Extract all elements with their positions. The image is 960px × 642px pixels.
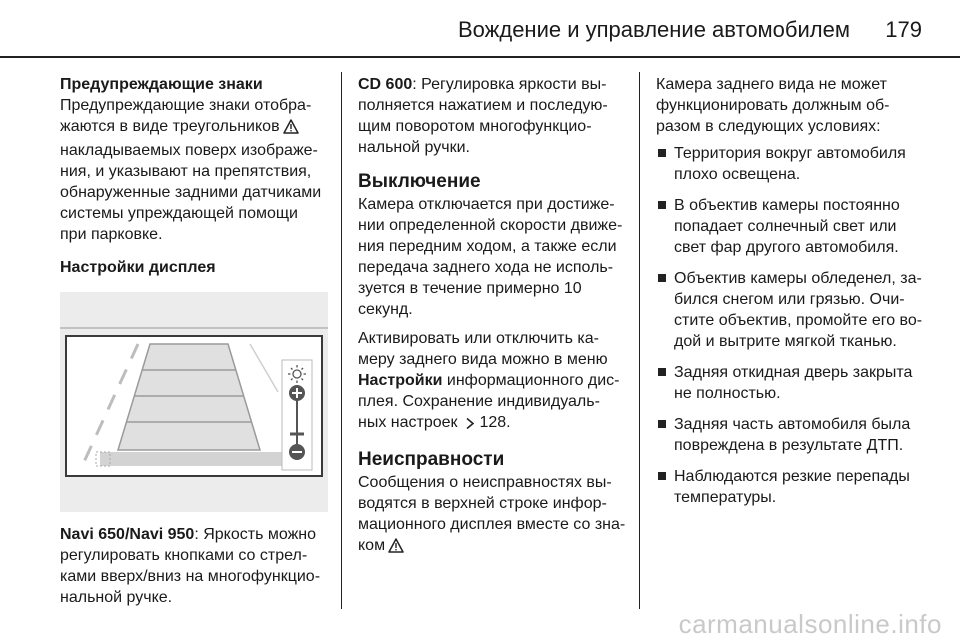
page-header-title: Вождение и управление автомобилем xyxy=(457,17,850,42)
paragraph-text: : Регулировка яркости вы-полняется нажатием и последую-щим поворотом многофункцио-нальной ручки. xyxy=(358,76,608,156)
cd-model-label: CD 600 xyxy=(358,76,413,93)
list-item-text: В объектив камеры постоянно попадает солнечный свет или свет фар другого автомобиля. xyxy=(674,197,900,256)
paragraph-faults xyxy=(358,472,626,559)
column-middle xyxy=(358,74,626,559)
list-item-text: Задняя откидная дверь закрыта не полностью. xyxy=(674,364,913,402)
paragraph-navi-brightness xyxy=(60,524,328,608)
list-item xyxy=(656,195,928,258)
paragraph-text: Предупреждающие знаки отобра-жаются в виде треугольников xyxy=(60,97,312,135)
settings-menu-label: Настройки xyxy=(358,372,443,389)
page-header xyxy=(0,0,960,70)
reference-arrow-icon xyxy=(465,415,475,436)
list-item-text: Объектив камеры обледенел, за-бился снегом или грязью. Очи-стите объектив, промойте его во-дой и вытрите мягкой тканью. xyxy=(674,270,923,350)
warning-triangle-icon xyxy=(283,119,299,140)
plus-icon xyxy=(289,385,305,401)
rear-camera-display-illustration xyxy=(60,292,328,512)
watermark: carmanualsonline.info xyxy=(678,609,942,639)
paragraph-text: Активировать или отключить ка-меру заднего вида можно в меню xyxy=(358,330,608,368)
paragraph-conditions-intro: Камера заднего вида не может функционировать должным об-разом в следующих условиях: xyxy=(656,76,890,135)
column-divider xyxy=(341,72,342,609)
section-heading-warning-signs: Предупреждающие знаки xyxy=(60,76,263,93)
list-item xyxy=(656,143,928,185)
warning-triangle-icon xyxy=(388,538,404,559)
paragraph-text: Сообщения о неисправностях вы-водятся в верхней строке инфор-мационного дисплея вместе со зна-ком xyxy=(358,474,626,554)
list-item xyxy=(656,268,928,352)
conditions-list xyxy=(656,143,928,508)
list-item-text: Наблюдаются резкие перепады температуры. xyxy=(674,468,910,506)
paragraph-text: информационного дис-плея. Сохранение индивидуаль-ных настроек xyxy=(358,372,620,431)
list-item-text: Задняя часть автомобиля была повреждена в результате ДТП. xyxy=(674,416,911,454)
paragraph-text: : Яркость можно регулировать кнопками со стрел-ками вверх/вниз на многофункцио-нальной ручке. xyxy=(60,526,321,606)
section-heading-display-settings: Настройки дисплея xyxy=(60,259,216,276)
bullet-icon xyxy=(658,274,666,282)
list-item xyxy=(656,414,928,456)
navi-model-label: Navi 650/Navi 950 xyxy=(60,526,195,543)
bullet-icon xyxy=(658,472,666,480)
bullet-icon xyxy=(658,420,666,428)
section-heading-faults: Неисправности xyxy=(358,449,505,470)
page-number: 179 xyxy=(885,17,922,42)
paragraph-activate xyxy=(358,328,626,436)
bullet-icon xyxy=(658,201,666,209)
paragraph-warning-signs xyxy=(60,95,328,245)
minus-icon xyxy=(289,444,305,460)
list-item-text: Территория вокруг автомобиля плохо освещена. xyxy=(674,145,906,183)
column-divider xyxy=(639,72,640,609)
bullet-icon xyxy=(658,149,666,157)
paragraph-switch-off: Камера отключается при достиже-нии определенной скорости движе-ния передним ходом, а также если передача заднего хода не исполь-зуется в течение примерно 10 секунд. xyxy=(358,196,623,318)
list-item xyxy=(656,466,928,508)
header-divider xyxy=(0,56,960,58)
paragraph-text: накладываемых поверх изображе-ния, и указывают на препятствия, обнаруженные задними датчиками системы упреждающей помощи при парковке. xyxy=(60,142,322,243)
paragraph-cd-brightness xyxy=(358,74,626,158)
page-reference: 128. xyxy=(479,414,511,431)
column-left xyxy=(60,74,328,608)
section-heading-switch-off: Выключение xyxy=(358,171,481,192)
bullet-icon xyxy=(658,368,666,376)
list-item xyxy=(656,362,928,404)
column-right xyxy=(656,74,928,518)
